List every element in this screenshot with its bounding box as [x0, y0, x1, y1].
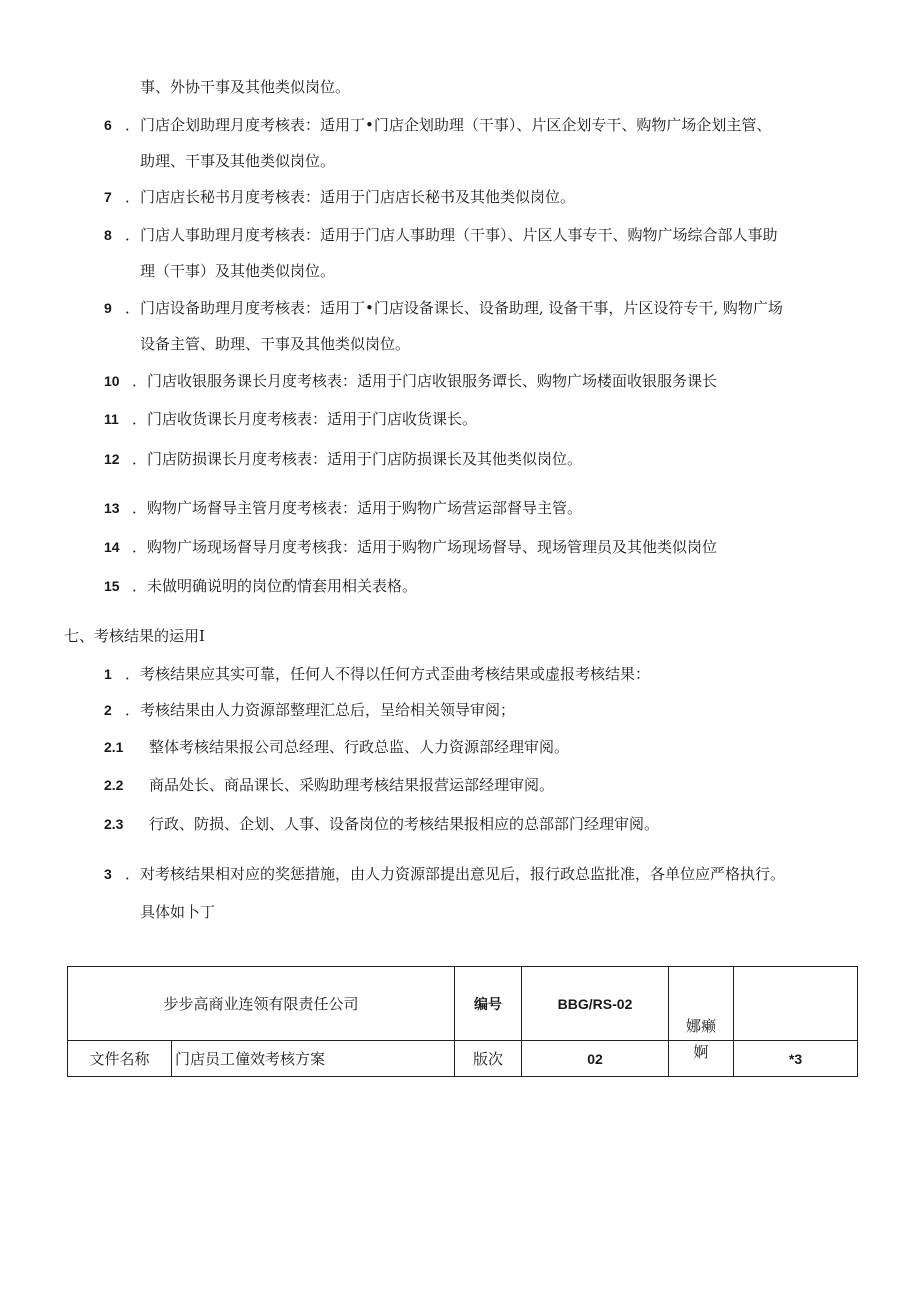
code-value: BBG/RS-02	[522, 967, 669, 1041]
doc-name-value: 门店员工僮效考核方案	[172, 1041, 455, 1077]
item-text: ．门店防损课长月度考核表：适用于门店防损课长及其他类似岗位。	[132, 450, 583, 468]
handwritten-mark-bottom: 婀	[669, 1041, 734, 1077]
version-value: 02	[522, 1041, 669, 1077]
item-number: 15	[104, 578, 120, 594]
item-number: 2.3	[104, 816, 124, 832]
item-number: 6	[104, 117, 112, 133]
company-name: 步步高商业连领有限责任公司	[68, 967, 455, 1041]
item-text: 助理、干事及其他类似岗位。	[140, 152, 336, 170]
item-number: 11	[104, 411, 119, 427]
item-text: ．对考核结果相对应的奖惩措施，由人力资源部提出意见后，报行政总监批准，各单位应严格执行。	[125, 865, 786, 883]
empty-cell	[734, 967, 858, 1041]
item-text: ．考核结果由人力资源部整理汇总后，呈给相关领导审阅；	[125, 701, 516, 719]
item-text: ．购物广场现场督导月度考核我：适用于购物广场现场督导、现场管理员及其他类似岗位	[132, 538, 718, 556]
item-text: ．考核结果应其实可靠，任何人不得以任何方式歪曲考核结果或虚报考核结果：	[125, 665, 651, 683]
item-number: 13	[104, 500, 120, 516]
item-number: 10	[104, 373, 120, 389]
continuation-text: 事、外协干事及其他类似岗位。	[140, 78, 351, 96]
item-text: 具体如卜丁	[140, 903, 216, 921]
item-text: 设备主管、助理、干事及其他类似岗位。	[140, 335, 411, 353]
item-text: ．门店人事助理月度考核表：适用于门店人事助理（干事）、片区人事专干、购物广场综合部人事助	[125, 226, 778, 244]
item-text: ．购物广场督导主管月度考核表：适用于购物广场营运部督导主管。	[132, 499, 583, 517]
item-text: ．门店收货课长月度考核表：适用于门店收货课长。	[132, 410, 478, 428]
code-label: 编号	[455, 967, 522, 1041]
item-number: 2.2	[104, 777, 124, 793]
item-number: 3	[104, 866, 112, 882]
item-text: 理（干事）及其他类似岗位。	[140, 262, 336, 280]
item-text: ．门店企划助理月度考核表：适用丁•门店企划助理（干事）、片区企划专干、购物广场企划主管、	[125, 116, 772, 134]
item-number: 12	[104, 451, 120, 467]
item-text: ．未做明确说明的岗位酌情套用相关表格。	[132, 577, 418, 595]
handwritten-mark-top: 娜癞	[669, 967, 734, 1041]
item-number: 9	[104, 300, 112, 316]
section-heading: 七、考核结果的运用I	[64, 627, 205, 645]
item-number: 2	[104, 702, 112, 718]
item-number: 7	[104, 189, 112, 205]
version-label: 版次	[455, 1041, 522, 1077]
page-value: *3	[734, 1041, 858, 1077]
item-text: 整体考核结果报公司总经理、行政总监、人力资源部经理审阅。	[149, 738, 570, 756]
item-text: ．门店店长秘书月度考核表：适用于门店店长秘书及其他类似岗位。	[125, 188, 576, 206]
item-number: 2.1	[104, 739, 124, 755]
item-text: ．门店设备助理月度考核表：适用丁•门店设备课长、设备助理, 设备干事，片区设符专干, 购物广场	[125, 299, 783, 317]
item-number: 8	[104, 227, 112, 243]
document-footer-table	[67, 966, 858, 1077]
item-text: 行政、防损、企划、人事、设备岗位的考核结果报相应的总部部门经理审阅。	[149, 815, 660, 833]
item-text: 商品处长、商品课长、采购助理考核结果报营运部经理审阅。	[149, 776, 555, 794]
item-number: 1	[104, 666, 112, 682]
item-text: ．门店收银服务课长月度考核表：适用于门店收银服务谭长、购物广场楼面收银服务课长	[132, 372, 718, 390]
doc-name-label: 文件名称	[68, 1041, 172, 1077]
item-number: 14	[104, 539, 120, 555]
